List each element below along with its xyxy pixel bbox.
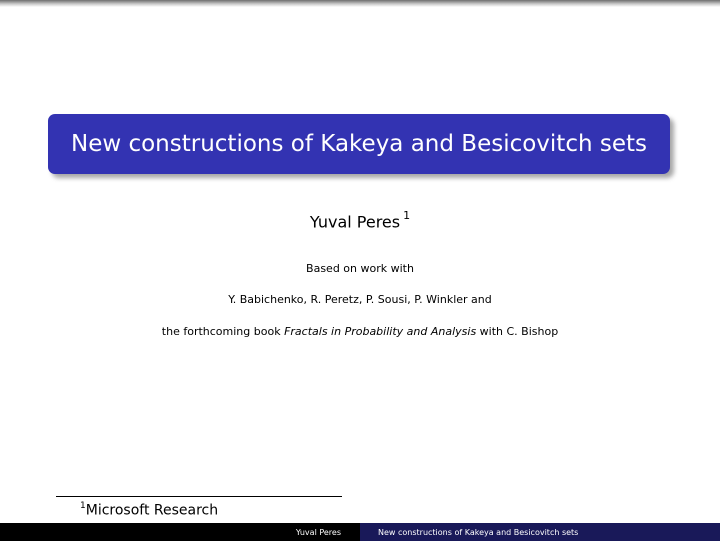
- book-prefix: the forthcoming book: [161, 325, 281, 338]
- book-suffix: with C. Bishop: [479, 325, 559, 338]
- title-box: [48, 114, 670, 174]
- author-line: [0, 211, 720, 231]
- collaborators-text: Y. Babichenko, R. Peretz, P. Sousi, P. Winkler and: [228, 293, 492, 306]
- footer-title: [360, 523, 720, 541]
- top-shade-bar: [0, 0, 720, 7]
- footer-author: [0, 523, 360, 541]
- footnote-rule: [56, 496, 342, 497]
- based-on-text: Based on work with: [306, 262, 414, 275]
- slide-title: New constructions of Kakeya and Besicovitch sets: [70, 131, 647, 157]
- footnote: [80, 502, 218, 519]
- footnote-mark: 1: [80, 501, 86, 511]
- footer-bar: [0, 523, 720, 541]
- book-line: [0, 325, 720, 338]
- footer-title-text: New constructions of Kakeya and Besicovitch sets: [378, 527, 579, 537]
- footnote-text: Microsoft Research: [85, 502, 219, 519]
- footer-author-text: Yuval Peres: [295, 527, 341, 537]
- author-footnote-mark: 1: [403, 209, 411, 222]
- author-name: Yuval Peres: [309, 212, 401, 232]
- book-title: Fractals in Probability and Analysis: [284, 325, 477, 338]
